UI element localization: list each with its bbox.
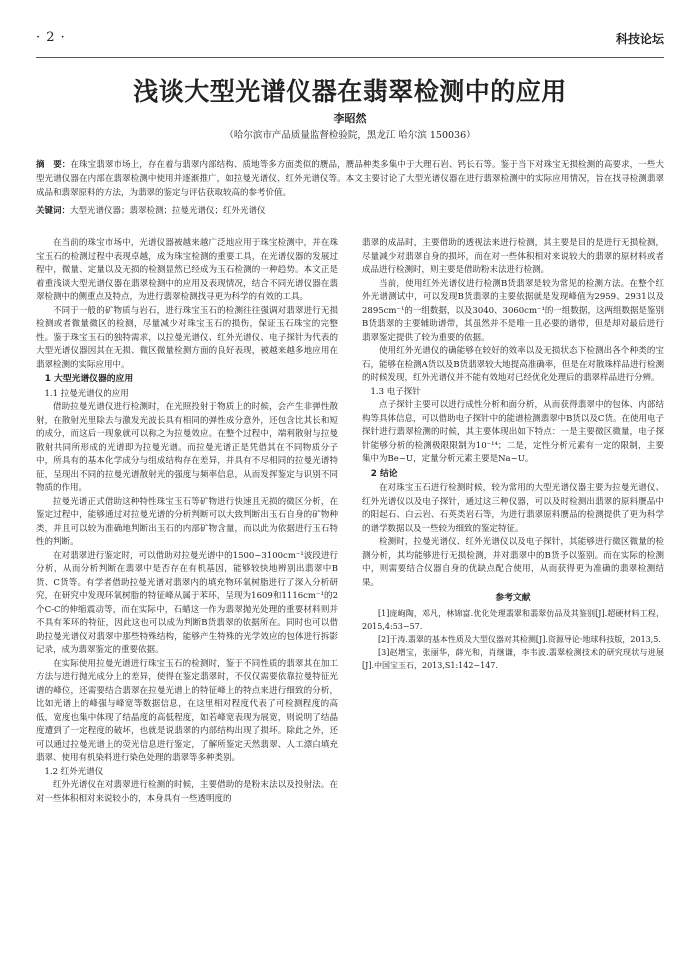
page-number: · 2 ·: [36, 30, 66, 45]
header-rule: [36, 57, 664, 58]
paragraph: 在当前的珠宝市场中，光谱仪器被越来越广泛地应用于珠宝检测中，并在珠宝玉石的检测过程中表现卓越，成为珠宝检测的重要工具，在光谱仪器的发展过程中，微量、定量以及无损的检测显然已经成为玉石检测的一种趋势。本文正是着重浅谈大型光谱仪器在翡翠检测中的应用及表现情况，结合不同光谱仪器在翡翠检测中的侧重点及特点，为进行翡翠检测找寻更为科学的有效的工具。: [36, 238, 338, 302]
references-heading: 参考文献: [495, 593, 531, 603]
section-heading: 2 结论: [370, 468, 398, 479]
reference-item: [1]庞岣陶，邓凡，林锦富.优化处理翡翠和翡翠仿品及其鉴别[J].超硬材料工程，2015,4:53−57.: [362, 608, 664, 631]
keywords: [36, 204, 664, 218]
paragraph: 点子探针主要可以进行成性分析和面分析，从而获得翡翠中的包体、内部结构等具体信息，可以借助电子探针中的能谱检测翡翠中B货以及C货。在使用电子探针进行翡翠检测的时候，其主要体现出如下特点：一是主要微区微量，电子探针能够分析的检测极限限制为10⁻¹⁴；二是，定性分析元素有一定的限制，主要集中为Be~U，定量分析元素主要是Na~U。: [362, 400, 664, 464]
paragraph: 拉曼光谱正式借助这种特性珠宝玉石等矿物进行快速且无损的微区分析，在鉴定过程中，能够通过对拉曼光谱的分析判断可以大致判断出玉石自身的矿物种类，并且可以较为准确地判断出玉石的内部矿物含量，而以此为依据进行玉石特性的判断。: [36, 496, 338, 547]
paragraph: 在对珠宝玉石进行检测时候，较为常用的大型光谱仪器主要为拉曼光谱仪、红外光谱仪以及电子探针，通过这三种仪器，可以及时检测出翡翠的原料赝品中的阳起石、白云岩、石英类岩石等，为进行翡翠原料赝品的检测提供了更为科学的谱学数据以及一些较为细致的鉴定特征。: [362, 483, 664, 534]
subsection-heading: 1.3 电子探针: [370, 386, 421, 397]
keywords-text: 大型光谱仪器；翡翠检测；拉曼光谱仪；红外光谱仪: [70, 206, 266, 216]
paragraph: 不同于一般的矿物质与岩石，进行珠宝玉石的检测往往强调对翡翠进行无损检测或者微量微区的检测，尽量减少对珠宝玉石的损伤，保证玉石珠宝的完整性。鉴于珠宝玉石的独特需求，以拉曼光谱仪、红外光谱仪、电子探针为代表的大型光谱仪器因其在无损、微区微量检测方面的良好表现，被越来越多地应用在翡翠检测的实际应用中。: [36, 305, 338, 370]
article-title: 浅谈大型光谱仪器在翡翠检测中的应用: [133, 77, 567, 106]
right-column: [362, 237, 664, 927]
abstract-label: 摘 要：: [36, 160, 71, 170]
journal-section: 科技论坛: [615, 32, 664, 46]
paragraph: 当前，使用红外光谱仪进行检测B货翡翠是较为常见的检测方法。在整个红外光谱测试中，可以发现B货翡翠的主要依据就是发现峰值为2959、2931以及2895cm⁻¹的一组数据，以及3040、3060cm⁻¹的一组数据，这两组数据是鉴别B货翡翠的主要辅助谱带，其虽然并不是唯一且必要的谱带，但是却对最后进行翡翠鉴定提供了较为重要的依据。: [362, 278, 664, 343]
section-heading: 1 大型光谱仪器的应用: [44, 374, 134, 384]
keywords-label: 关键词：: [36, 206, 71, 216]
left-column: [36, 237, 338, 927]
reference-item: [3]赵增宝，张丽华，薛光和，肖继谦，李韦波.翡翠检测技术的研究现状与进展[J].中国宝玉石，2013,S1:142−147.: [362, 647, 664, 670]
paragraph: 借助拉曼光谱仪进行检测时，在光照投射于物质上的时候，会产生非弹性散射，在散射光里除去与激发光波长具有相同的弹性成分意外，还包含比其长和短的成分，而这后一现象就可以称之为拉曼效应。在整个过程中，端利散射与拉曼散射共同所形成的光谱即为拉曼光谱。而拉曼光谱正是凭借其在不同物质分子中，所具有的基本化学成分与组成结构存在差异，并具有不尽相同的拉曼光谱特征，呈现出不同的拉曼光谱散射光的强度与频率信息，从而发挥鉴定与识别不同物质的作用。: [36, 402, 338, 493]
subsection-heading: 1.1 拉曼光谱仪的应用: [44, 388, 129, 399]
subsection-heading: 1.2 红外光谱仪: [44, 766, 104, 777]
abstract: [36, 158, 664, 200]
paragraph: 在对翡翠进行鉴定时，可以借助对拉曼光谱中的1500~3100cm⁻¹波段进行分析，从而分析判断在翡翠中是否存在有机基因，能够较快地辨别出翡翠中B货、C货等。有学者借助拉曼光谱对翡翠内的填充物环氧树脂进行了深入分析研究，在研究中发现环氧树脂的特征峰从属于苯环，呈现为1609和1116cm⁻¹的2个C-C的伸缩震动等，而在实际中，石蜡这一作为翡翠抛光处理的重要材料则并不具有苯环的特征，因此这也可以成为判断B货翡翠的依据所在。同时也可以借助拉曼光谱仪对翡翠中那些特殊结构，能够产生特殊的光学效应的包体进行拆影记录，成为翡翠鉴定的重要依据。: [36, 550, 338, 655]
paragraph: 检测时，拉曼光谱仪、红外光谱仪以及电子探针，其能够进行微区微量的检测分析，其均能够进行无损检测，并对翡翠中的B货予以鉴别。而在实际的检测中，则需要结合仪器自身的优缺点配合使用，从而获得更为准确的翡翠检测结果。: [362, 537, 664, 588]
paragraph: 在实际使用拉曼光谱进行珠宝玉石的检测时，鉴于不同性质的翡翠其在加工方法与进行抛光成分上的差异，使得在鉴定翡翠时，不仅仅需要依靠拉曼特征光谱的峰位，还需要结合翡翠在拉曼光谱上的特征峰上的特点来进行细致的分析，比如光谱上的峰强与峰宽等数据信息，在这里相对程度代表了可检测程度的高低，宽度也集中体现了结晶度的高低程度，如若峰宽表现为展宽，则说明了结晶度遭到了一定程度的破坏，也就是说翡翠的内部结构出现了损坏。除此之外，还可以通过拉曼光谱上的荧光信息进行鉴定，了解所鉴定天然翡翠、人工漂白填充翡翠、使用有机染料进行染色处理的翡翠等多种类别。: [36, 658, 338, 763]
reference-item: [2]于涛.翡翠的基本性质及大型仪器对其检测[J].资源导论·地球科技版，2013,5.: [378, 634, 661, 644]
abstract-text: 在珠宝翡翠市场上，存在着与翡翠内部结构、质地等多方面类似的赝品，赝品种类多集中于大理石岩、钙长石等。鉴于当下对珠宝无损检测的高要求，一些大型光谱仪器在内部在翡翠检测中使用并逐渐推广，如拉曼光谱仪、红外光谱仪等。本文主要讨论了大型光谱仪器在进行翡翠检测中的实际应用情况，旨在找寻检测翡翠成品和翡翠原料的方法，为翡翠的鉴定与评估获取较高的参考价值。: [36, 160, 664, 198]
author-affiliation: （哈尔滨市产品质量监督检验院，黑龙江 哈尔滨 150036）: [224, 130, 476, 141]
paragraph: 使用红外光谱仪的确能够在较好的效率以及无损状态下检测出各个种类的宝石，能够在检测A货以及B货翡翠较大地提高准确率，但是在对散珠样品进行检测的时候发现，红外光谱仪并不能有效地对已经优化处理后的翡翠样品进行分辨。: [362, 346, 664, 383]
article-author: 李昭然: [333, 112, 367, 125]
paragraph: 红外光谱仪在对翡翠进行检测的时候，主要借助的是粉末法以及投射法。在对一些体积相对来说较小的，本身具有一些透明度的: [36, 780, 338, 804]
paragraph: 翡翠的成品时，主要借助的透视法来进行检测，其主要是目的是进行无损检测，尽量减少对翡翠自身的损坏，而在对一些体积相对来说较大的翡翠的原材料或者成品进行检测时，则主要是借助粉末法进行检测。: [362, 238, 664, 275]
running-header: [36, 30, 664, 52]
